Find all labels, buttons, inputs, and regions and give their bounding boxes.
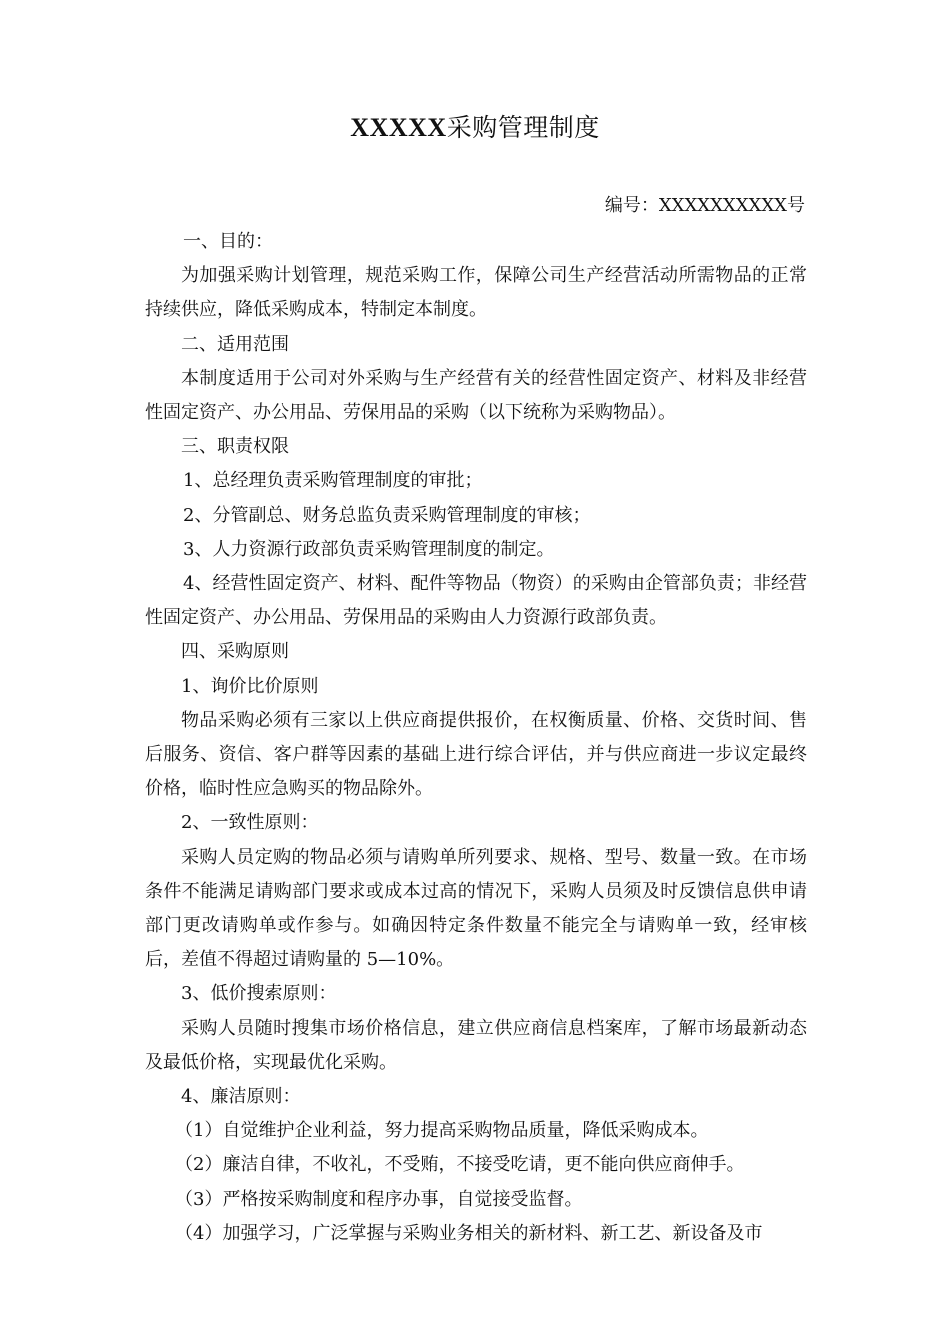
paragraph: （3）严格按采购制度和程序办事，自觉接受监督。	[175, 1188, 583, 1210]
paragraph: 采购人员定购的物品必须与请购单所列要求、规格、型号、数量一致。在市场条件不能满足请购部门要求或成本过高的情况下，采购人员须及时反馈信息供申请部门更改请购单或作参与。如确因特定条件数量不能完全与请购单一致，经审核后，差值不得超过请购量的 5—10%。	[145, 846, 807, 971]
paragraph: 1、询价比价原则	[181, 675, 319, 697]
paragraph: 3、人力资源行政部负责采购管理制度的制定。	[183, 538, 555, 560]
paragraph: 4、经营性固定资产、材料、配件等物品（物资）的采购由企管部负责；非经营性固定资产、办公用品、劳保用品的采购由人力资源行政部负责。	[145, 573, 807, 629]
paragraph: 4、廉洁原则：	[181, 1086, 301, 1108]
page-title	[0, 112, 950, 144]
document-number: 编号：XXXXXXXXXX号	[604, 195, 805, 216]
paragraph: 3、低价搜索原则：	[181, 983, 337, 1005]
paragraph: （2）廉洁自律，不收礼，不受贿，不接受吃请，更不能向供应商伸手。	[175, 1154, 745, 1176]
paragraph: （4）加强学习，广泛掌握与采购业务相关的新材料、新工艺、新设备及市	[175, 1222, 763, 1244]
paragraph: （1）自觉维护企业利益，努力提高采购物品质量，降低采购成本。	[175, 1120, 709, 1142]
title-main: 采购管理制度	[446, 113, 600, 142]
paragraph: 二、适用范围	[181, 333, 289, 355]
paragraph: 采购人员随时搜集市场价格信息，建立供应商信息档案库，了解市场最新动态及最低价格，实现最优化采购。	[145, 1017, 807, 1073]
paragraph: 本制度适用于公司对外采购与生产经营有关的经营性固定资产、材料及非经营性固定资产、办公用品、劳保用品的采购（以下统称为采购物品）。	[145, 367, 807, 424]
paragraph: 物品采购必须有三家以上供应商提供报价，在权衡质量、价格、交货时间、售后服务、资信、客户群等因素的基础上进行综合评估，并与供应商进一步议定最终价格，临时性应急购买的物品除外。	[145, 709, 807, 800]
paragraph: 一、目的：	[183, 231, 273, 252]
document-body	[145, 225, 807, 1251]
paragraph: 四、采购原则	[181, 641, 289, 663]
paragraph: 2、分管副总、财务总监负责采购管理制度的审核；	[183, 504, 591, 526]
title-prefix: XXXXX	[350, 113, 447, 142]
paragraph: 为加强采购计划管理，规范采购工作，保障公司生产经营活动所需物品的正常持续供应，降低采购成本，特制定本制度。	[145, 265, 807, 321]
paragraph: 1、总经理负责采购管理制度的审批；	[183, 470, 483, 492]
paragraph: 2、一致性原则：	[181, 812, 319, 834]
paragraph: 三、职责权限	[181, 436, 289, 458]
